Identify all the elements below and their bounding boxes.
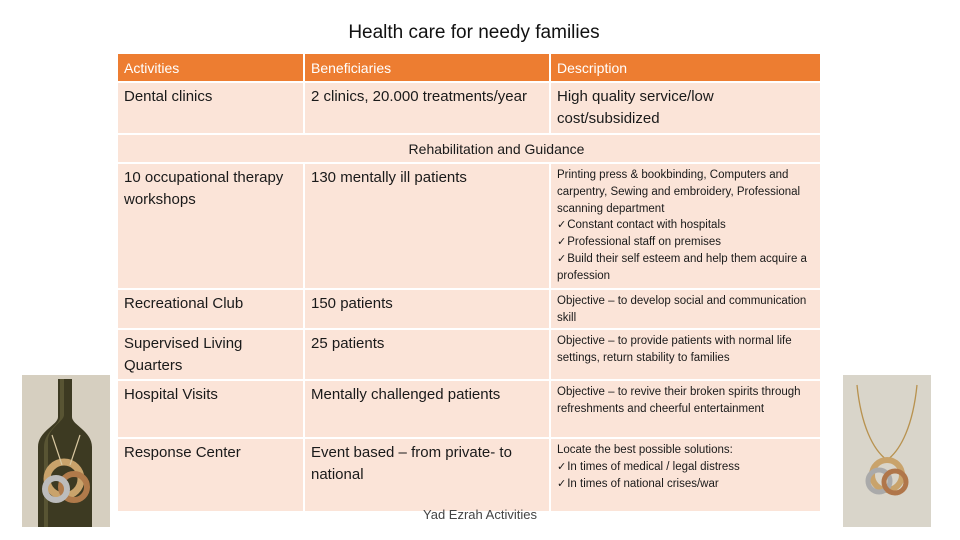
section-label: Rehabilitation and Guidance <box>118 135 820 162</box>
table-row <box>118 381 820 437</box>
check-item: ✓ In times of national crises/war <box>557 476 814 493</box>
check-item: ✓ Constant contact with hospitals <box>557 217 814 234</box>
check-item: ✓ In times of medical / legal distress <box>557 459 814 476</box>
beneficiaries-cell: 25 patients <box>305 330 551 379</box>
description-cell: Objective – to revive their broken spirits through refreshments and cheerful entertainment <box>551 381 820 437</box>
beneficiaries-cell: 150 patients <box>305 290 551 328</box>
table-row <box>118 439 820 511</box>
header-beneficiaries: Beneficiaries <box>305 54 551 81</box>
description-cell: High quality service/low cost/subsidized <box>551 83 820 133</box>
description-cell: Objective – to develop social and communication skill <box>551 290 820 328</box>
section-row <box>118 135 820 162</box>
activity-cell: Dental clinics <box>118 83 305 133</box>
beneficiaries-cell: Event based – from private- to national <box>305 439 551 511</box>
header-description: Description <box>551 54 820 81</box>
table-row <box>118 164 820 288</box>
necklace-photo <box>843 375 931 527</box>
table-row <box>118 290 820 328</box>
activity-cell: 10 occupational therapy workshops <box>118 164 305 288</box>
table-header-row <box>118 54 820 81</box>
description-intro: Locate the best possible solutions: <box>557 444 733 456</box>
footer-label: Yad Ezrah Activities <box>423 507 537 522</box>
bottle-photo <box>22 375 110 527</box>
activities-table <box>118 52 820 513</box>
description-cell <box>551 164 820 288</box>
check-item: ✓ Build their self esteem and help them acquire a profession <box>557 251 814 285</box>
description-intro: Printing press & bookbinding, Computers and carpentry, Sewing and embroidery, Professional scanning department <box>557 169 801 215</box>
page-title: Health care for needy families <box>348 22 600 43</box>
activity-cell: Supervised Living Quarters <box>118 330 305 379</box>
table-row <box>118 83 820 133</box>
beneficiaries-cell: Mentally challenged patients <box>305 381 551 437</box>
activity-cell: Response Center <box>118 439 305 511</box>
check-item: ✓ Professional staff on premises <box>557 234 814 251</box>
table-row <box>118 330 820 379</box>
beneficiaries-cell: 130 mentally ill patients <box>305 164 551 288</box>
beneficiaries-cell: 2 clinics, 20.000 treatments/year <box>305 83 551 133</box>
header-activities: Activities <box>118 54 305 81</box>
description-cell <box>551 439 820 511</box>
bottle-illustration <box>22 375 110 527</box>
activity-cell: Hospital Visits <box>118 381 305 437</box>
activity-cell: Recreational Club <box>118 290 305 328</box>
necklace-illustration <box>843 375 931 527</box>
description-cell: Objective – to provide patients with normal life settings, return stability to families <box>551 330 820 379</box>
